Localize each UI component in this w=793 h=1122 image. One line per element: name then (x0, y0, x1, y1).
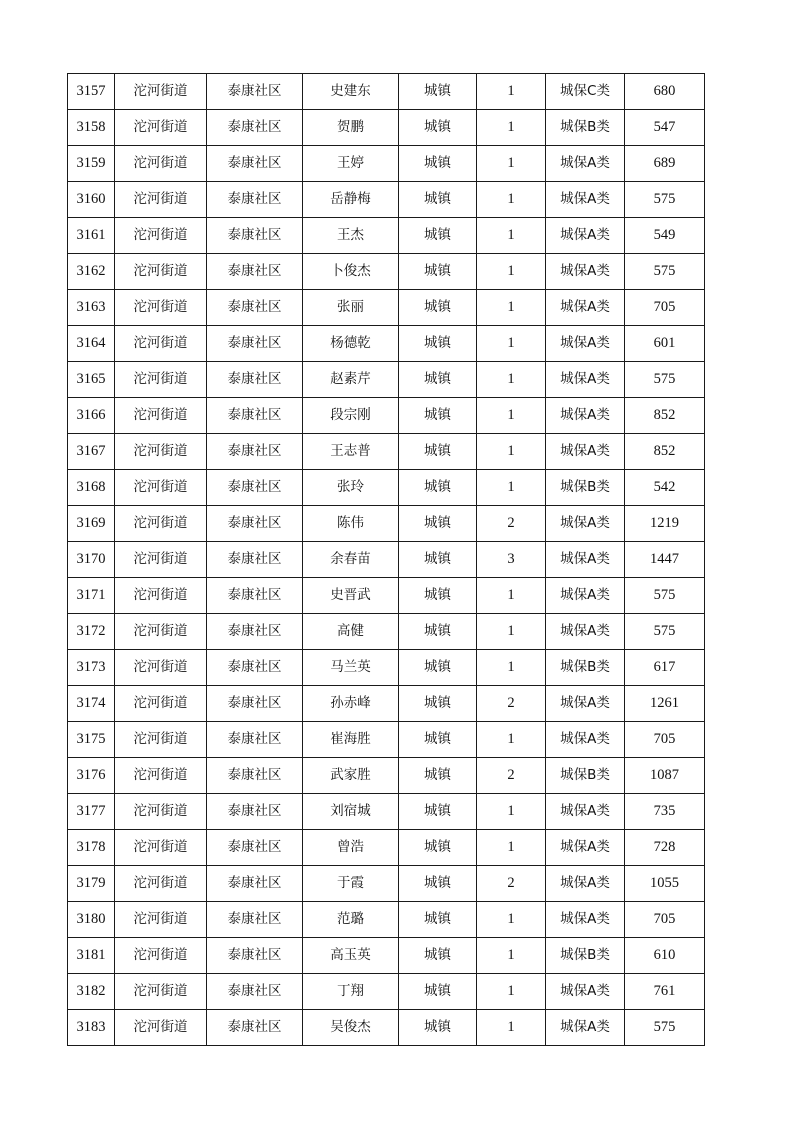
person-name-cell: 史建东 (303, 74, 399, 110)
table-row (68, 722, 705, 758)
amount-cell: 689 (625, 146, 705, 182)
table-row (68, 542, 705, 578)
record-id-cell: 3168 (68, 470, 115, 506)
amount-cell: 547 (625, 110, 705, 146)
record-id-cell: 3159 (68, 146, 115, 182)
amount-cell: 1261 (625, 686, 705, 722)
table-row (68, 830, 705, 866)
person-name-cell: 王婷 (303, 146, 399, 182)
area-type-cell: 城镇 (399, 218, 477, 254)
area-type-cell: 城镇 (399, 686, 477, 722)
person-name-cell: 岳静梅 (303, 182, 399, 218)
amount-cell: 575 (625, 614, 705, 650)
roster-body (68, 74, 705, 1046)
household-count-cell: 1 (477, 974, 546, 1010)
street-cell: 沱河街道 (115, 470, 207, 506)
community-cell: 泰康社区 (207, 542, 303, 578)
person-name-cell: 王杰 (303, 218, 399, 254)
table-row (68, 686, 705, 722)
street-cell: 沱河街道 (115, 866, 207, 902)
area-type-cell: 城镇 (399, 470, 477, 506)
street-cell: 沱河街道 (115, 506, 207, 542)
record-id-cell: 3158 (68, 110, 115, 146)
area-type-cell: 城镇 (399, 398, 477, 434)
street-cell: 沱河街道 (115, 542, 207, 578)
household-count-cell: 1 (477, 1010, 546, 1046)
record-id-cell: 3167 (68, 434, 115, 470)
street-cell: 沱河街道 (115, 578, 207, 614)
household-count-cell: 1 (477, 830, 546, 866)
table-row (68, 758, 705, 794)
table-row (68, 650, 705, 686)
category-cell: 城保A类 (546, 362, 625, 398)
person-name-cell: 卜俊杰 (303, 254, 399, 290)
record-id-cell: 3169 (68, 506, 115, 542)
amount-cell: 761 (625, 974, 705, 1010)
table-row (68, 398, 705, 434)
household-count-cell: 1 (477, 650, 546, 686)
record-id-cell: 3163 (68, 290, 115, 326)
table-row (68, 146, 705, 182)
table-row (68, 470, 705, 506)
street-cell: 沱河街道 (115, 650, 207, 686)
amount-cell: 1087 (625, 758, 705, 794)
table-row (68, 182, 705, 218)
category-cell: 城保B类 (546, 758, 625, 794)
person-name-cell: 崔海胜 (303, 722, 399, 758)
record-id-cell: 3183 (68, 1010, 115, 1046)
category-cell: 城保A类 (546, 830, 625, 866)
street-cell: 沱河街道 (115, 110, 207, 146)
street-cell: 沱河街道 (115, 758, 207, 794)
household-count-cell: 1 (477, 902, 546, 938)
category-cell: 城保B类 (546, 938, 625, 974)
person-name-cell: 张丽 (303, 290, 399, 326)
amount-cell: 575 (625, 254, 705, 290)
category-cell: 城保A类 (546, 794, 625, 830)
area-type-cell: 城镇 (399, 578, 477, 614)
community-cell: 泰康社区 (207, 722, 303, 758)
area-type-cell: 城镇 (399, 326, 477, 362)
household-count-cell: 1 (477, 74, 546, 110)
amount-cell: 575 (625, 182, 705, 218)
category-cell: 城保A类 (546, 1010, 625, 1046)
record-id-cell: 3166 (68, 398, 115, 434)
amount-cell: 735 (625, 794, 705, 830)
amount-cell: 1219 (625, 506, 705, 542)
record-id-cell: 3176 (68, 758, 115, 794)
community-cell: 泰康社区 (207, 1010, 303, 1046)
community-cell: 泰康社区 (207, 686, 303, 722)
category-cell: 城保C类 (546, 74, 625, 110)
amount-cell: 852 (625, 434, 705, 470)
amount-cell: 549 (625, 218, 705, 254)
street-cell: 沱河街道 (115, 74, 207, 110)
community-cell: 泰康社区 (207, 578, 303, 614)
category-cell: 城保A类 (546, 902, 625, 938)
table-row (68, 1010, 705, 1046)
table-row (68, 326, 705, 362)
household-count-cell: 1 (477, 110, 546, 146)
table-row (68, 578, 705, 614)
table-row (68, 218, 705, 254)
person-name-cell: 吴俊杰 (303, 1010, 399, 1046)
person-name-cell: 赵素芹 (303, 362, 399, 398)
person-name-cell: 史晋武 (303, 578, 399, 614)
household-count-cell: 2 (477, 866, 546, 902)
amount-cell: 680 (625, 74, 705, 110)
amount-cell: 617 (625, 650, 705, 686)
household-count-cell: 1 (477, 362, 546, 398)
community-cell: 泰康社区 (207, 974, 303, 1010)
area-type-cell: 城镇 (399, 434, 477, 470)
person-name-cell: 于霞 (303, 866, 399, 902)
area-type-cell: 城镇 (399, 146, 477, 182)
area-type-cell: 城镇 (399, 1010, 477, 1046)
community-cell: 泰康社区 (207, 938, 303, 974)
street-cell: 沱河街道 (115, 146, 207, 182)
record-id-cell: 3165 (68, 362, 115, 398)
record-id-cell: 3180 (68, 902, 115, 938)
record-id-cell: 3161 (68, 218, 115, 254)
record-id-cell: 3170 (68, 542, 115, 578)
table-row (68, 794, 705, 830)
table-row (68, 434, 705, 470)
person-name-cell: 贺鹏 (303, 110, 399, 146)
record-id-cell: 3182 (68, 974, 115, 1010)
area-type-cell: 城镇 (399, 74, 477, 110)
community-cell: 泰康社区 (207, 866, 303, 902)
household-count-cell: 1 (477, 722, 546, 758)
area-type-cell: 城镇 (399, 254, 477, 290)
street-cell: 沱河街道 (115, 362, 207, 398)
person-name-cell: 余春苗 (303, 542, 399, 578)
amount-cell: 575 (625, 578, 705, 614)
area-type-cell: 城镇 (399, 614, 477, 650)
street-cell: 沱河街道 (115, 902, 207, 938)
table-row (68, 866, 705, 902)
table-row (68, 506, 705, 542)
area-type-cell: 城镇 (399, 722, 477, 758)
street-cell: 沱河街道 (115, 614, 207, 650)
category-cell: 城保A类 (546, 614, 625, 650)
street-cell: 沱河街道 (115, 794, 207, 830)
area-type-cell: 城镇 (399, 866, 477, 902)
household-count-cell: 1 (477, 182, 546, 218)
community-cell: 泰康社区 (207, 182, 303, 218)
record-id-cell: 3157 (68, 74, 115, 110)
record-id-cell: 3164 (68, 326, 115, 362)
household-count-cell: 1 (477, 434, 546, 470)
street-cell: 沱河街道 (115, 326, 207, 362)
area-type-cell: 城镇 (399, 362, 477, 398)
amount-cell: 601 (625, 326, 705, 362)
table-row (68, 290, 705, 326)
household-count-cell: 1 (477, 794, 546, 830)
person-name-cell: 高玉英 (303, 938, 399, 974)
area-type-cell: 城镇 (399, 650, 477, 686)
street-cell: 沱河街道 (115, 434, 207, 470)
person-name-cell: 张玲 (303, 470, 399, 506)
category-cell: 城保A类 (546, 218, 625, 254)
roster-table (67, 73, 705, 1046)
person-name-cell: 刘宿城 (303, 794, 399, 830)
category-cell: 城保A类 (546, 542, 625, 578)
area-type-cell: 城镇 (399, 830, 477, 866)
community-cell: 泰康社区 (207, 470, 303, 506)
record-id-cell: 3172 (68, 614, 115, 650)
household-count-cell: 1 (477, 254, 546, 290)
person-name-cell: 曾浩 (303, 830, 399, 866)
record-id-cell: 3174 (68, 686, 115, 722)
category-cell: 城保A类 (546, 722, 625, 758)
table-row (68, 110, 705, 146)
record-id-cell: 3181 (68, 938, 115, 974)
category-cell: 城保B类 (546, 650, 625, 686)
household-count-cell: 2 (477, 506, 546, 542)
person-name-cell: 杨德乾 (303, 326, 399, 362)
amount-cell: 575 (625, 362, 705, 398)
area-type-cell: 城镇 (399, 110, 477, 146)
amount-cell: 852 (625, 398, 705, 434)
amount-cell: 1447 (625, 542, 705, 578)
record-id-cell: 3175 (68, 722, 115, 758)
amount-cell: 575 (625, 1010, 705, 1046)
category-cell: 城保B类 (546, 470, 625, 506)
amount-cell: 542 (625, 470, 705, 506)
street-cell: 沱河街道 (115, 182, 207, 218)
household-count-cell: 1 (477, 290, 546, 326)
category-cell: 城保A类 (546, 866, 625, 902)
person-name-cell: 陈伟 (303, 506, 399, 542)
household-count-cell: 1 (477, 326, 546, 362)
household-count-cell: 1 (477, 938, 546, 974)
household-count-cell: 2 (477, 686, 546, 722)
person-name-cell: 孙赤峰 (303, 686, 399, 722)
person-name-cell: 段宗刚 (303, 398, 399, 434)
household-count-cell: 1 (477, 470, 546, 506)
household-count-cell: 1 (477, 218, 546, 254)
category-cell: 城保A类 (546, 146, 625, 182)
table-row (68, 614, 705, 650)
record-id-cell: 3171 (68, 578, 115, 614)
record-id-cell: 3177 (68, 794, 115, 830)
street-cell: 沱河街道 (115, 1010, 207, 1046)
community-cell: 泰康社区 (207, 794, 303, 830)
community-cell: 泰康社区 (207, 650, 303, 686)
category-cell: 城保A类 (546, 506, 625, 542)
record-id-cell: 3160 (68, 182, 115, 218)
person-name-cell: 高健 (303, 614, 399, 650)
area-type-cell: 城镇 (399, 974, 477, 1010)
street-cell: 沱河街道 (115, 254, 207, 290)
community-cell: 泰康社区 (207, 758, 303, 794)
category-cell: 城保A类 (546, 578, 625, 614)
community-cell: 泰康社区 (207, 830, 303, 866)
area-type-cell: 城镇 (399, 182, 477, 218)
table-row (68, 74, 705, 110)
amount-cell: 1055 (625, 866, 705, 902)
record-id-cell: 3178 (68, 830, 115, 866)
category-cell: 城保A类 (546, 182, 625, 218)
area-type-cell: 城镇 (399, 758, 477, 794)
community-cell: 泰康社区 (207, 506, 303, 542)
amount-cell: 728 (625, 830, 705, 866)
table-row (68, 902, 705, 938)
area-type-cell: 城镇 (399, 794, 477, 830)
category-cell: 城保A类 (546, 974, 625, 1010)
area-type-cell: 城镇 (399, 902, 477, 938)
amount-cell: 705 (625, 290, 705, 326)
community-cell: 泰康社区 (207, 74, 303, 110)
category-cell: 城保A类 (546, 434, 625, 470)
community-cell: 泰康社区 (207, 146, 303, 182)
person-name-cell: 武家胜 (303, 758, 399, 794)
household-count-cell: 1 (477, 614, 546, 650)
category-cell: 城保A类 (546, 290, 625, 326)
community-cell: 泰康社区 (207, 218, 303, 254)
household-count-cell: 1 (477, 578, 546, 614)
community-cell: 泰康社区 (207, 326, 303, 362)
household-count-cell: 1 (477, 146, 546, 182)
category-cell: 城保A类 (546, 326, 625, 362)
amount-cell: 705 (625, 722, 705, 758)
category-cell: 城保B类 (546, 110, 625, 146)
community-cell: 泰康社区 (207, 362, 303, 398)
community-cell: 泰康社区 (207, 614, 303, 650)
table-row (68, 938, 705, 974)
area-type-cell: 城镇 (399, 290, 477, 326)
household-count-cell: 3 (477, 542, 546, 578)
person-name-cell: 丁翔 (303, 974, 399, 1010)
street-cell: 沱河街道 (115, 938, 207, 974)
record-id-cell: 3162 (68, 254, 115, 290)
record-id-cell: 3179 (68, 866, 115, 902)
community-cell: 泰康社区 (207, 290, 303, 326)
table-row (68, 254, 705, 290)
area-type-cell: 城镇 (399, 506, 477, 542)
street-cell: 沱河街道 (115, 686, 207, 722)
street-cell: 沱河街道 (115, 290, 207, 326)
community-cell: 泰康社区 (207, 434, 303, 470)
record-id-cell: 3173 (68, 650, 115, 686)
household-count-cell: 2 (477, 758, 546, 794)
area-type-cell: 城镇 (399, 938, 477, 974)
amount-cell: 610 (625, 938, 705, 974)
community-cell: 泰康社区 (207, 902, 303, 938)
street-cell: 沱河街道 (115, 830, 207, 866)
community-cell: 泰康社区 (207, 398, 303, 434)
household-count-cell: 1 (477, 398, 546, 434)
community-cell: 泰康社区 (207, 254, 303, 290)
street-cell: 沱河街道 (115, 218, 207, 254)
table-row (68, 974, 705, 1010)
area-type-cell: 城镇 (399, 542, 477, 578)
person-name-cell: 王志普 (303, 434, 399, 470)
category-cell: 城保A类 (546, 686, 625, 722)
category-cell: 城保A类 (546, 398, 625, 434)
community-cell: 泰康社区 (207, 110, 303, 146)
street-cell: 沱河街道 (115, 974, 207, 1010)
person-name-cell: 范璐 (303, 902, 399, 938)
amount-cell: 705 (625, 902, 705, 938)
table-row (68, 362, 705, 398)
category-cell: 城保A类 (546, 254, 625, 290)
person-name-cell: 马兰英 (303, 650, 399, 686)
street-cell: 沱河街道 (115, 722, 207, 758)
street-cell: 沱河街道 (115, 398, 207, 434)
